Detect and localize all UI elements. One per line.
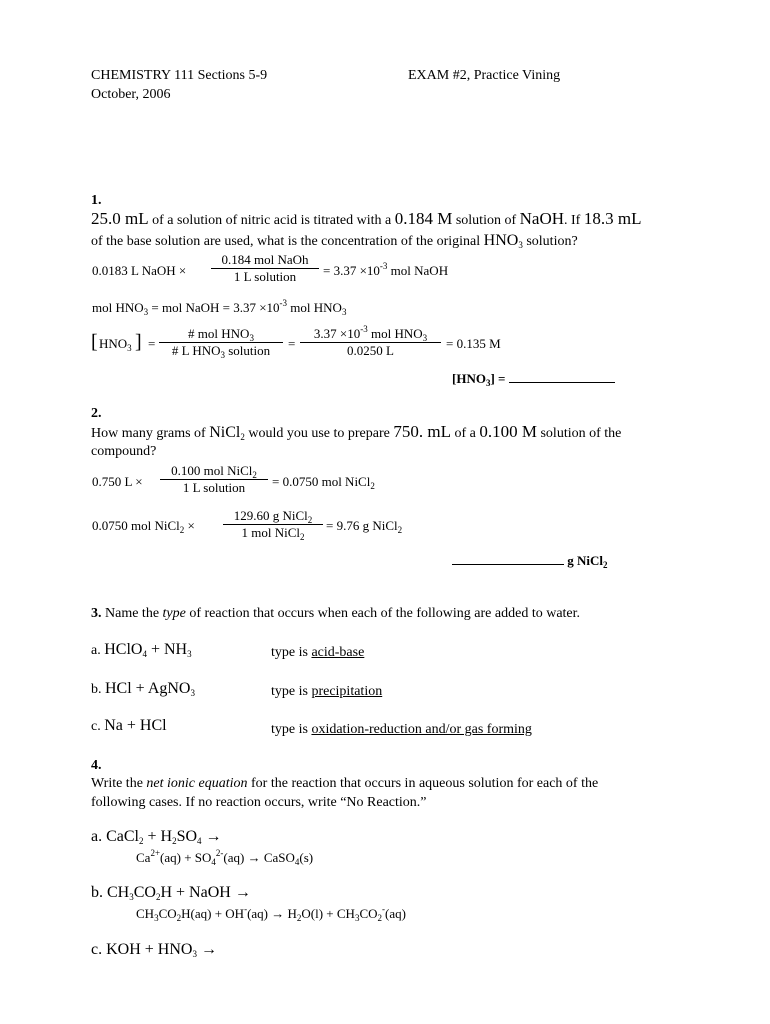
q1-answer-label: $[HNO_3]$ = (452, 370, 615, 387)
q4-text-line1: Write the net ionic equation for the reaction that occurs in aqueous solution for each of the (91, 776, 599, 791)
q3-item-b-reaction: b. HCl + AgNO$_3$ (91, 680, 195, 698)
fraction-denominator: 0.0250 L (347, 343, 394, 358)
q2-answer-blank[interactable] (452, 552, 564, 565)
exam-title: EXAM #2, Practice Vining (408, 68, 561, 83)
q3-prompt: 3. Name the type of reaction that occurs when each of the following are added to water. (91, 606, 581, 621)
fraction-denominator: # L $HNO_3$ solution (171, 343, 271, 360)
fraction-numerator: # mol $HNO_3$ (159, 326, 283, 343)
q3-item-c-reaction: c. Na + HCl (91, 717, 167, 734)
fraction-numerator: 0.100 mol NiCl$_2$ (160, 463, 268, 480)
q1-step1-left: 0.0183 L NaOH × (92, 263, 187, 278)
bracket-right: ] (135, 331, 142, 353)
q1-text-line2: of the base solution are used, what is the concentration of the original $HNO_3$ solution? (91, 232, 578, 250)
q2-answer-label: g NiCl$_2$ (452, 552, 608, 569)
q1-text-line1: 25.0 mL of a solution of nitric acid is titrated with a 0.184 M solution of NaOH. If 18.3 mL (91, 209, 642, 228)
q4-b-heading: b. $CH_3CO_2H$ + NaOH → (91, 884, 251, 902)
q3-item-a-reaction: a. HClO$_4$ + $NH_3$ (91, 641, 192, 659)
q4-text-line2: following cases. If no reaction occurs, write “No Reaction.” (91, 795, 427, 810)
q1-step3-fraction2 (300, 326, 441, 359)
q4-a-heading: a. CaCl$_2$ + $H_2SO_4$ → (91, 828, 222, 846)
q1-step3-lhs: $HNO_3$ (99, 336, 132, 353)
q1-step3-fraction1 (159, 326, 283, 359)
q1-step2: mol $HNO_3$ = mol NaOH = $3.37 \times 10^{-3}$ mol $HNO_3$ (92, 298, 347, 317)
fraction-denominator: 1 L solution (233, 269, 297, 284)
fraction-denominator: 1 L solution (182, 480, 246, 495)
fraction-numerator: 0.184 mol NaOh (211, 252, 319, 269)
q2-text-line2: compound? (91, 444, 157, 459)
q4-c-heading: c. KOH + $HNO_3$ → (91, 941, 217, 959)
q2-number: 2. (91, 406, 102, 421)
q3-item-c-type: type is oxidation-reduction and/or gas forming (271, 722, 532, 737)
q1-answer-blank[interactable] (509, 370, 615, 383)
q1-number: 1. (91, 193, 102, 208)
fraction-numerator: $3.37 \times 10^{-3}$ mol $HNO_3$ (300, 326, 441, 343)
fraction-numerator: 129.60 g NiCl$_2$ (223, 508, 323, 525)
q1-step1-fraction (211, 252, 319, 285)
q4-number: 4. (91, 758, 102, 773)
fraction-denominator: 1 mol NiCl$_2$ (241, 525, 305, 542)
q4-b-answer: $CH_3CO_2H(aq) + OH^-(aq) \to H_2O(l) + CH_3CO_2^-(aq)$ (136, 904, 406, 923)
exam-date: October, 2006 (91, 87, 171, 102)
q1-step3-result: = 0.135 M (446, 336, 501, 351)
course-title: CHEMISTRY 111 Sections 5-9 (91, 68, 268, 83)
q2-text-line1: How many grams of NiCl$_2$ would you use to prepare 750. mL of a 0.100 M solution of the (91, 422, 622, 442)
q2-step1-fraction (160, 463, 268, 496)
q2-step2-right: = 9.76 g NiCl$_2$ (326, 518, 403, 535)
q2-step2-left: 0.0750 mol NiCl$_2$ × (92, 518, 195, 535)
q3-item-b-type: type is precipitation (271, 684, 383, 699)
q2-step2-fraction (223, 508, 323, 541)
q1-step3-equals2: = (288, 336, 296, 351)
q2-step1-right: = 0.0750 mol NiCl$_2$ (272, 474, 375, 491)
q1-step1-right: = $3.37 \times 10^{-3}$ mol NaOH (323, 261, 449, 278)
q4-a-answer: $Ca^{2+}(aq) + SO_4^{2-}(aq)$ → CaSO$_4$(s) (136, 848, 314, 867)
bracket-left: [ (91, 331, 98, 353)
q2-step1-left: 0.750 L × (92, 474, 143, 489)
q3-item-a-type: type is acid-base (271, 645, 365, 660)
q1-step3-equals: = (148, 336, 156, 351)
